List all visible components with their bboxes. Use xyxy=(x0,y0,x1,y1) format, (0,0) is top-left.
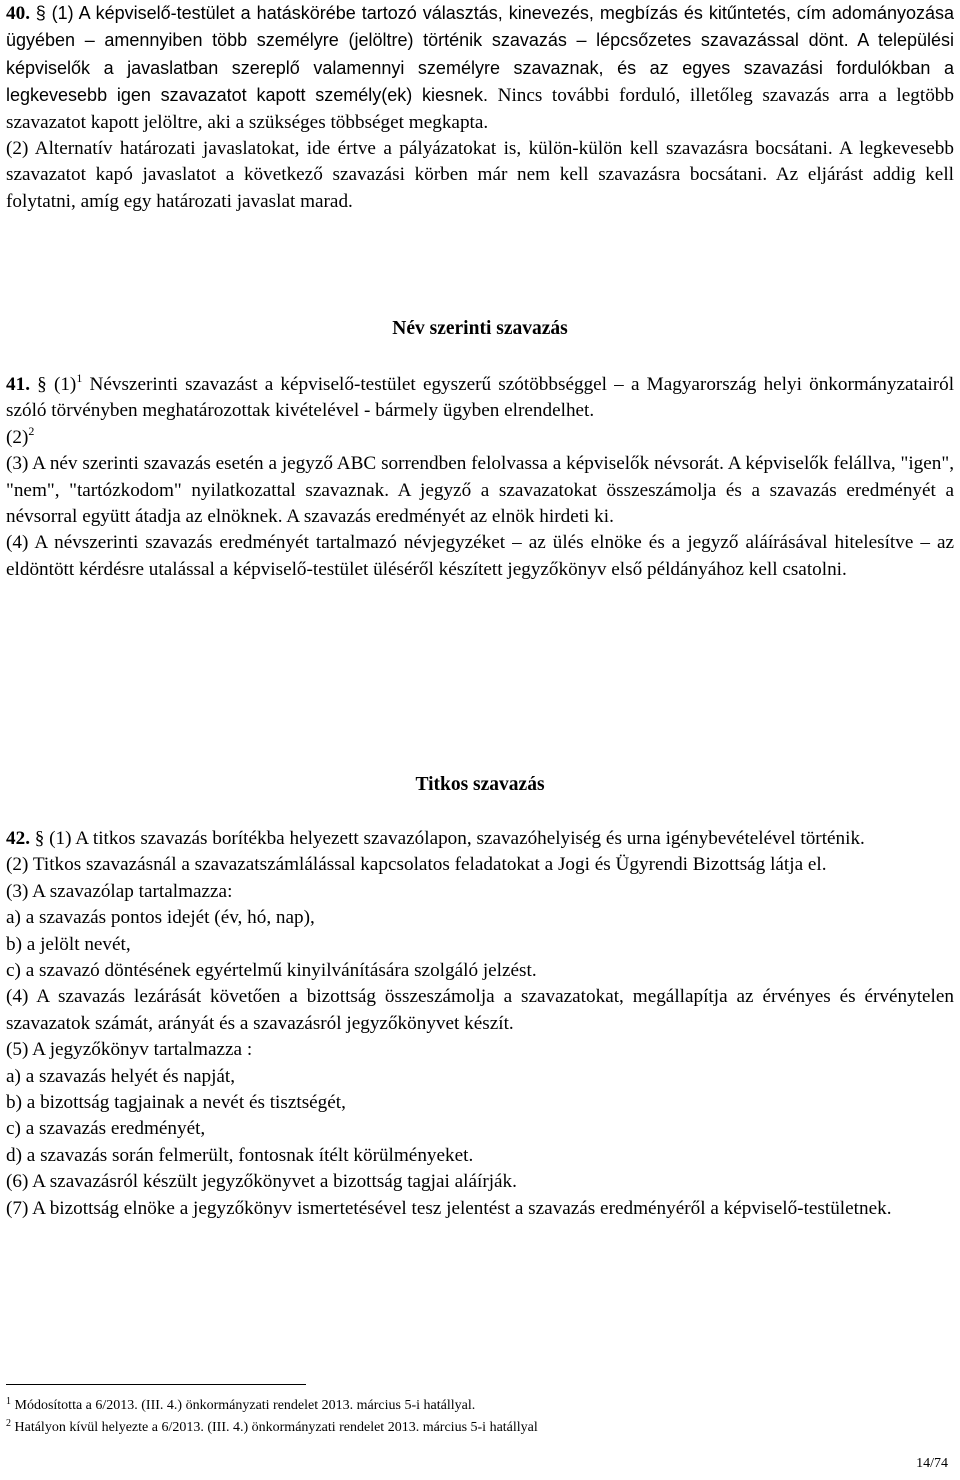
section-number: 42. xyxy=(6,828,30,849)
paragraph-text: (1) A képviselő-testület a hatáskörébe tartozó választás, kinevezés, megbízás és kitűntetés, cím adományozása ügyében – amennyiben több személyre (jelöltre) történik szavazás – lépcsőzetes szavazással dönt. A települési képviselők a javaslatban szereplő valamennyi személyre szavaznak, és az egyes szavazási fordulókban a legkevesebb igen szavazatot kapott személy(ek) kiesnek. xyxy=(6,3,954,106)
paragraph-42-3: (3) A szavazólap tartalmazza: xyxy=(6,880,233,902)
page-number: 14/74 xyxy=(916,1456,948,1471)
list-item: c) a szavazó döntésének egyértelmű kinyilvánítására szolgáló jelzést. xyxy=(6,960,537,982)
footnote-text: Módosította a 6/2013. (III. 4.) önkormányzati rendelet 2013. március 5-i hatállyal. xyxy=(11,1398,476,1413)
paragraph-text: (2) Alternatív határozati javaslatokat, ide értve a pályázatokat is, külön-külön kell szavazásra bocsátani. xyxy=(6,138,833,160)
footnote-2 xyxy=(6,1419,538,1437)
paragraph-label: (1) xyxy=(53,374,77,395)
paragraph-text: Névszerinti szavazást a képviselő-testület egyszerű szótöbbséggel – a Magyarország helyi önkormányzatairól szóló törvényben meghatározottak kivételével - bármely ügyben elrendelhet. xyxy=(6,374,955,422)
paragraph-42-7: (7) A bizottság elnöke a jegyzőkönyv ismertetésével tesz jelentést a szavazás eredményéről a képviselő-testületnek. xyxy=(6,1197,892,1219)
footnote-text: Hatályon kívül helyezte a 6/2013. (III. 4.) önkormányzati rendelet 2013. március 5-i hatállyal xyxy=(11,1420,538,1435)
section-40 xyxy=(6,0,954,215)
footnote-mark: 2 xyxy=(6,1418,11,1429)
list-item: c) a szavazás eredményét, xyxy=(6,1118,206,1140)
list-item: b) a bizottság tagjainak a nevét és tisztségét, xyxy=(6,1092,346,1114)
paragraph-42-5: (5) A jegyzőkönyv tartalmazza : xyxy=(6,1039,253,1061)
paragraph-40-1 xyxy=(6,0,954,136)
heading-nev-szerinti: Név szerinti szavazás xyxy=(392,318,568,339)
section-sign: § xyxy=(37,374,47,395)
footnote-1 xyxy=(6,1397,475,1415)
list-item: a) a szavazás helyét és napját, xyxy=(6,1065,236,1087)
paragraph-42-4: (4) A szavazás lezárását követően a bizottság összeszámolja a szavazatokat, megállapítja az érvényes és érvénytelen szavazatok számát, arányát és a szavazásról jegyzőkönyvet készít. xyxy=(6,986,954,1034)
section-number: 40. xyxy=(6,3,30,24)
paragraph-41-1 xyxy=(6,372,954,425)
paragraph-text: Nincs további forduló, illetőleg szavazás arra a legtöbb szavazatot kapott jelöltre, aki a szükséges többséget megkapta. xyxy=(6,85,954,133)
paragraph-40-2 xyxy=(6,136,954,215)
section-42 xyxy=(6,826,954,1222)
paragraph-42-1 xyxy=(6,826,954,852)
section-number: 41. xyxy=(6,374,30,395)
footnote-ref[interactable]: 1 xyxy=(76,371,83,385)
paragraph-41-2 xyxy=(6,425,954,451)
section-41 xyxy=(6,372,954,583)
paragraph-41-4: (4) A névszerinti szavazás eredményét tartalmazó névjegyzéket – az ülés elnöke és a jegyző aláírásával hitelesítve – az eldöntött kérdésre utalással a képviselő-testület üléséről készített jegyzőkönyv első példányához kell csatolni. xyxy=(6,532,954,580)
list-item: a) a szavazás pontos idejét (év, hó, nap), xyxy=(6,907,315,929)
list-item: b) a jelölt nevét, xyxy=(6,933,131,955)
section-sign: § xyxy=(34,828,45,849)
list-item: d) a szavazás során felmerült, fontosnak ítélt körülményeket. xyxy=(6,1144,474,1166)
paragraph-label: (2) xyxy=(6,426,29,448)
heading-titkos: Titkos szavazás xyxy=(415,774,545,795)
paragraph-42-2: (2) Titkos szavazásnál a szavazatszámlálással kapcsolatos feladatokat a Jogi és Ügyrendi Bizottság látja el. xyxy=(6,854,827,876)
paragraph-41-3: (3) A név szerinti szavazás esetén a jegyző ABC sorrendben felolvassa a képviselők névsorát. A képviselők felállva, "igen", "nem", "tartózkodom" nyilatkozattal szavaznak. A jegyző a szavazatokat összeszámolja és a szavazás eredményét a névsorral együtt átadja az elnöknek. A szavazás eredményét az elnök hirdeti ki. xyxy=(6,453,954,528)
footnote-divider xyxy=(6,1384,306,1385)
paragraph-42-6: (6) A szavazásról készült jegyzőkönyvet a bizottság tagjai aláírják. xyxy=(6,1171,517,1193)
footnote-ref[interactable]: 2 xyxy=(28,423,35,438)
paragraph-text: A legkevesebb szavazatot kapó javaslatot a következő szavazási körben már nem kell szavazásra bocsátani. Az eljárást addig kell folytatni, amíg egy határozati javaslat marad. xyxy=(6,138,954,212)
footnote-mark: 1 xyxy=(6,1396,11,1407)
section-sign: § xyxy=(35,3,46,23)
paragraph-text: (1) A titkos szavazás borítékba helyezett szavazólapon, szavazóhelyiség és urna igénybevételével történik. xyxy=(49,828,865,849)
